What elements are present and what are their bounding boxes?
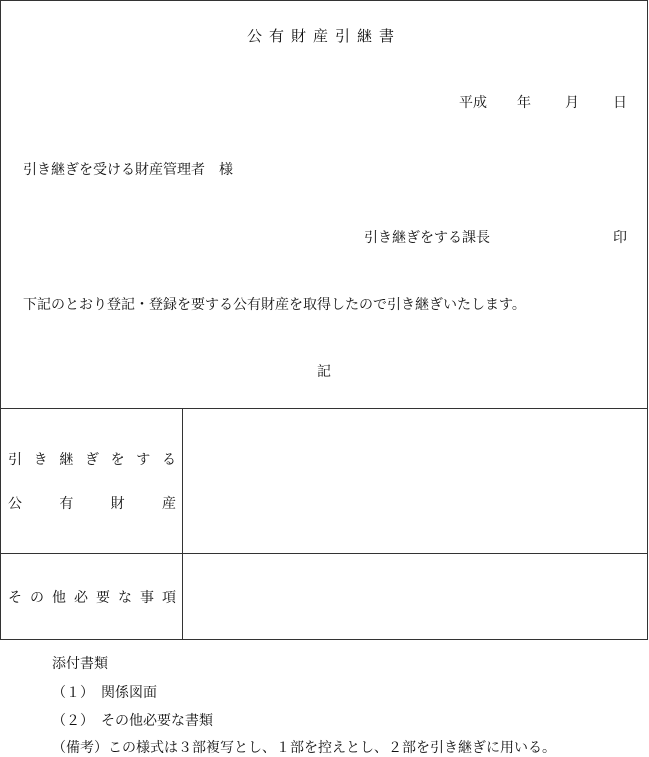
row2-label-char: 他 [52, 590, 66, 606]
date-line [459, 94, 627, 112]
row2-label [8, 589, 176, 607]
row1-label-char: 産 [161, 496, 176, 512]
date-era: 平成 [459, 95, 487, 111]
table-row-divider [0, 553, 648, 554]
row2-label-char: そ [8, 590, 22, 606]
row1-label-char: 財 [110, 496, 125, 512]
seal-mark: 印 [613, 230, 627, 246]
row2-label-char: 必 [74, 590, 88, 606]
sender-line: 引き継ぎをする課長 [364, 230, 490, 246]
row1-label-char: 有 [59, 496, 74, 512]
row2-label-char: の [30, 590, 44, 606]
row1-label-char: す [136, 452, 151, 468]
attachments-title: 添付書類 [52, 656, 108, 672]
attachment-item: （１） 関係図面 [52, 685, 157, 701]
row2-label-char: 事 [140, 590, 154, 606]
row2-label-char: 項 [162, 590, 176, 606]
row1-label-char: 公 [8, 496, 22, 512]
row1-label-char: る [161, 452, 176, 468]
ki-heading: 記 [317, 364, 331, 380]
document-title: 公有財産引継書 [246, 27, 401, 45]
row1-label-line1 [8, 451, 176, 469]
table-column-divider [182, 408, 183, 640]
attachment-item: （２） その他必要な書類 [52, 713, 213, 729]
row2-label-char: な [118, 590, 132, 606]
table-top-border [0, 408, 648, 409]
row1-label-char: き [33, 452, 48, 468]
body-text: 下記のとおり登記・登録を要する公有財産を取得したので引き継ぎいたします。 [23, 297, 526, 313]
row1-label-char: 継 [59, 452, 74, 468]
date-day: 日 [613, 95, 627, 111]
recipient-line: 引き継ぎを受ける財産管理者 様 [23, 162, 233, 178]
date-year: 年 [517, 95, 531, 111]
row1-label-char: 引 [8, 452, 22, 468]
date-month: 月 [565, 95, 579, 111]
remarks-note: （備考）この様式は３部複写とし、１部を控えとし、２部を引き継ぎに用いる。 [52, 740, 556, 756]
row1-label-char: ぎ [84, 452, 99, 468]
row1-label-char: を [110, 452, 125, 468]
row2-label-char: 要 [96, 590, 110, 606]
row1-label-line2 [8, 495, 176, 513]
